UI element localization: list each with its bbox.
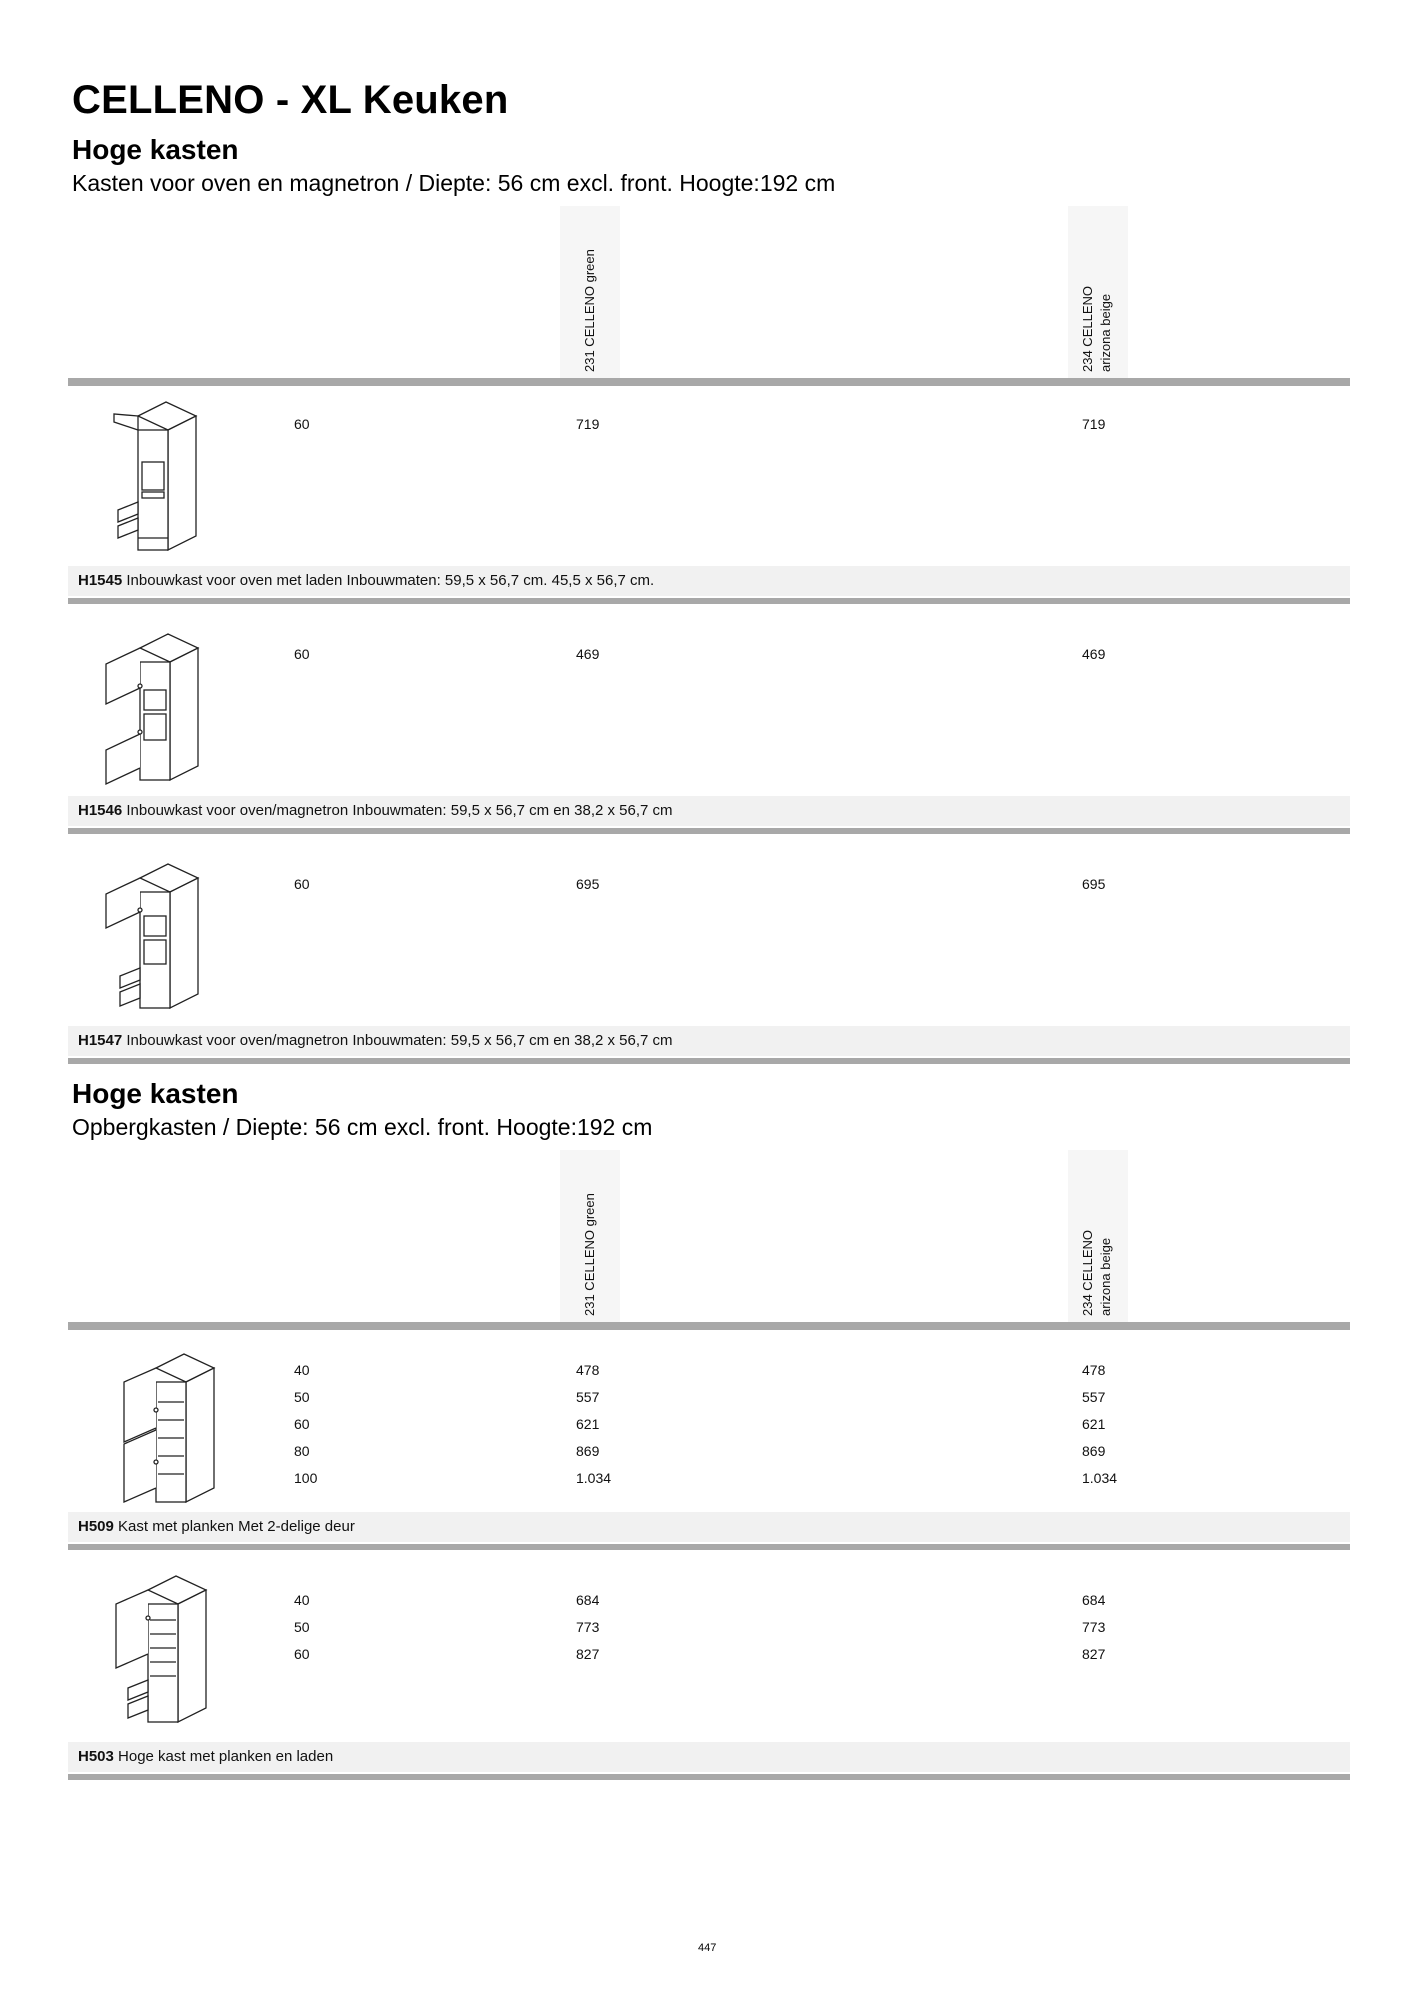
section-heading: Hoge kasten xyxy=(72,1078,239,1109)
width-value: 40 xyxy=(294,1592,310,1608)
product-text: Inbouwkast voor oven/magnetron Inbouwmaten: 59,5 x 56,7 cm en 38,2 x 56,7 cm xyxy=(126,1032,673,1049)
price-234: 478 xyxy=(1082,1362,1106,1378)
price-234: 1.034 xyxy=(1082,1470,1118,1486)
product-description xyxy=(78,1518,355,1535)
page-title: CELLENO - XL Keuken xyxy=(72,78,509,122)
column-header-234: 234 CELLENO xyxy=(1080,286,1095,372)
price-234: 869 xyxy=(1082,1443,1106,1459)
price-234: 557 xyxy=(1082,1389,1106,1405)
product-description xyxy=(78,572,654,589)
table-header-rule xyxy=(68,1322,1350,1330)
product-description xyxy=(78,1748,333,1765)
product-text: Inbouwkast voor oven met laden Inbouwmaten: 59,5 x 56,7 cm. 45,5 x 56,7 cm. xyxy=(126,572,655,589)
price-231: 469 xyxy=(576,646,600,662)
price-234: 621 xyxy=(1082,1416,1106,1432)
column-header-231: 231 CELLENO green xyxy=(582,249,597,372)
row-rule xyxy=(68,828,1350,834)
width-value: 40 xyxy=(294,1362,310,1378)
width-value: 60 xyxy=(294,876,310,892)
product-text: Inbouwkast voor oven/magnetron Inbouwmaten: 59,5 x 56,7 cm en 38,2 x 56,7 cm xyxy=(126,802,673,819)
width-value: 60 xyxy=(294,1416,310,1432)
width-value: 100 xyxy=(294,1470,318,1486)
width-value: 60 xyxy=(294,416,310,432)
price-231: 1.034 xyxy=(576,1470,612,1486)
price-234: 695 xyxy=(1082,876,1106,892)
price-231: 869 xyxy=(576,1443,600,1459)
section-subheading: Kasten voor oven en magnetron / Diepte: 56 cm excl. front. Hoogte:192 cm xyxy=(72,170,836,196)
width-value: 50 xyxy=(294,1389,310,1405)
product-description xyxy=(78,802,673,819)
section-subheading: Opbergkasten / Diepte: 56 cm excl. front. Hoogte:192 cm xyxy=(72,1114,653,1140)
width-value: 80 xyxy=(294,1443,310,1459)
product-code: H1547 xyxy=(78,1032,123,1049)
price-234: 773 xyxy=(1082,1619,1106,1635)
width-value: 60 xyxy=(294,1646,310,1662)
product-text: Kast met planken Met 2-delige deur xyxy=(118,1518,355,1535)
product-code: H509 xyxy=(78,1518,114,1535)
oven-microwave-cabinet-icon xyxy=(100,628,204,788)
column-header-234-color: arizona beige xyxy=(1098,293,1113,372)
product-code: H503 xyxy=(78,1748,114,1765)
column-header-234-color: arizona beige xyxy=(1098,1237,1113,1316)
width-value: 60 xyxy=(294,646,310,662)
column-header-234: 234 CELLENO xyxy=(1080,1230,1095,1316)
row-rule xyxy=(68,1774,1350,1780)
price-234: 719 xyxy=(1082,416,1106,432)
price-231: 621 xyxy=(576,1416,600,1432)
price-234: 684 xyxy=(1082,1592,1106,1608)
price-234: 827 xyxy=(1082,1646,1106,1662)
price-231: 773 xyxy=(576,1619,600,1635)
row-rule xyxy=(68,1058,1350,1064)
shelf-cabinet-with-drawers-icon xyxy=(108,1572,212,1734)
column-header-231: 231 CELLENO green xyxy=(582,1193,597,1316)
price-234: 469 xyxy=(1082,646,1106,662)
section-heading: Hoge kasten xyxy=(72,134,239,165)
shelf-cabinet-icon xyxy=(118,1350,218,1510)
oven-cabinet-with-drawers-icon xyxy=(108,398,204,558)
table-header-rule xyxy=(68,378,1350,386)
page-number: 447 xyxy=(698,1942,717,1954)
product-code: H1546 xyxy=(78,802,123,819)
product-text: Hoge kast met planken en laden xyxy=(118,1748,334,1765)
price-231: 478 xyxy=(576,1362,600,1378)
price-231: 684 xyxy=(576,1592,600,1608)
price-231: 719 xyxy=(576,416,600,432)
price-231: 827 xyxy=(576,1646,600,1662)
oven-microwave-cabinet-with-drawers-icon xyxy=(100,858,204,1020)
product-code: H1545 xyxy=(78,572,123,589)
price-231: 557 xyxy=(576,1389,600,1405)
row-rule xyxy=(68,1544,1350,1550)
price-231: 695 xyxy=(576,876,600,892)
row-rule xyxy=(68,598,1350,604)
product-description xyxy=(78,1032,673,1049)
width-value: 50 xyxy=(294,1619,310,1635)
